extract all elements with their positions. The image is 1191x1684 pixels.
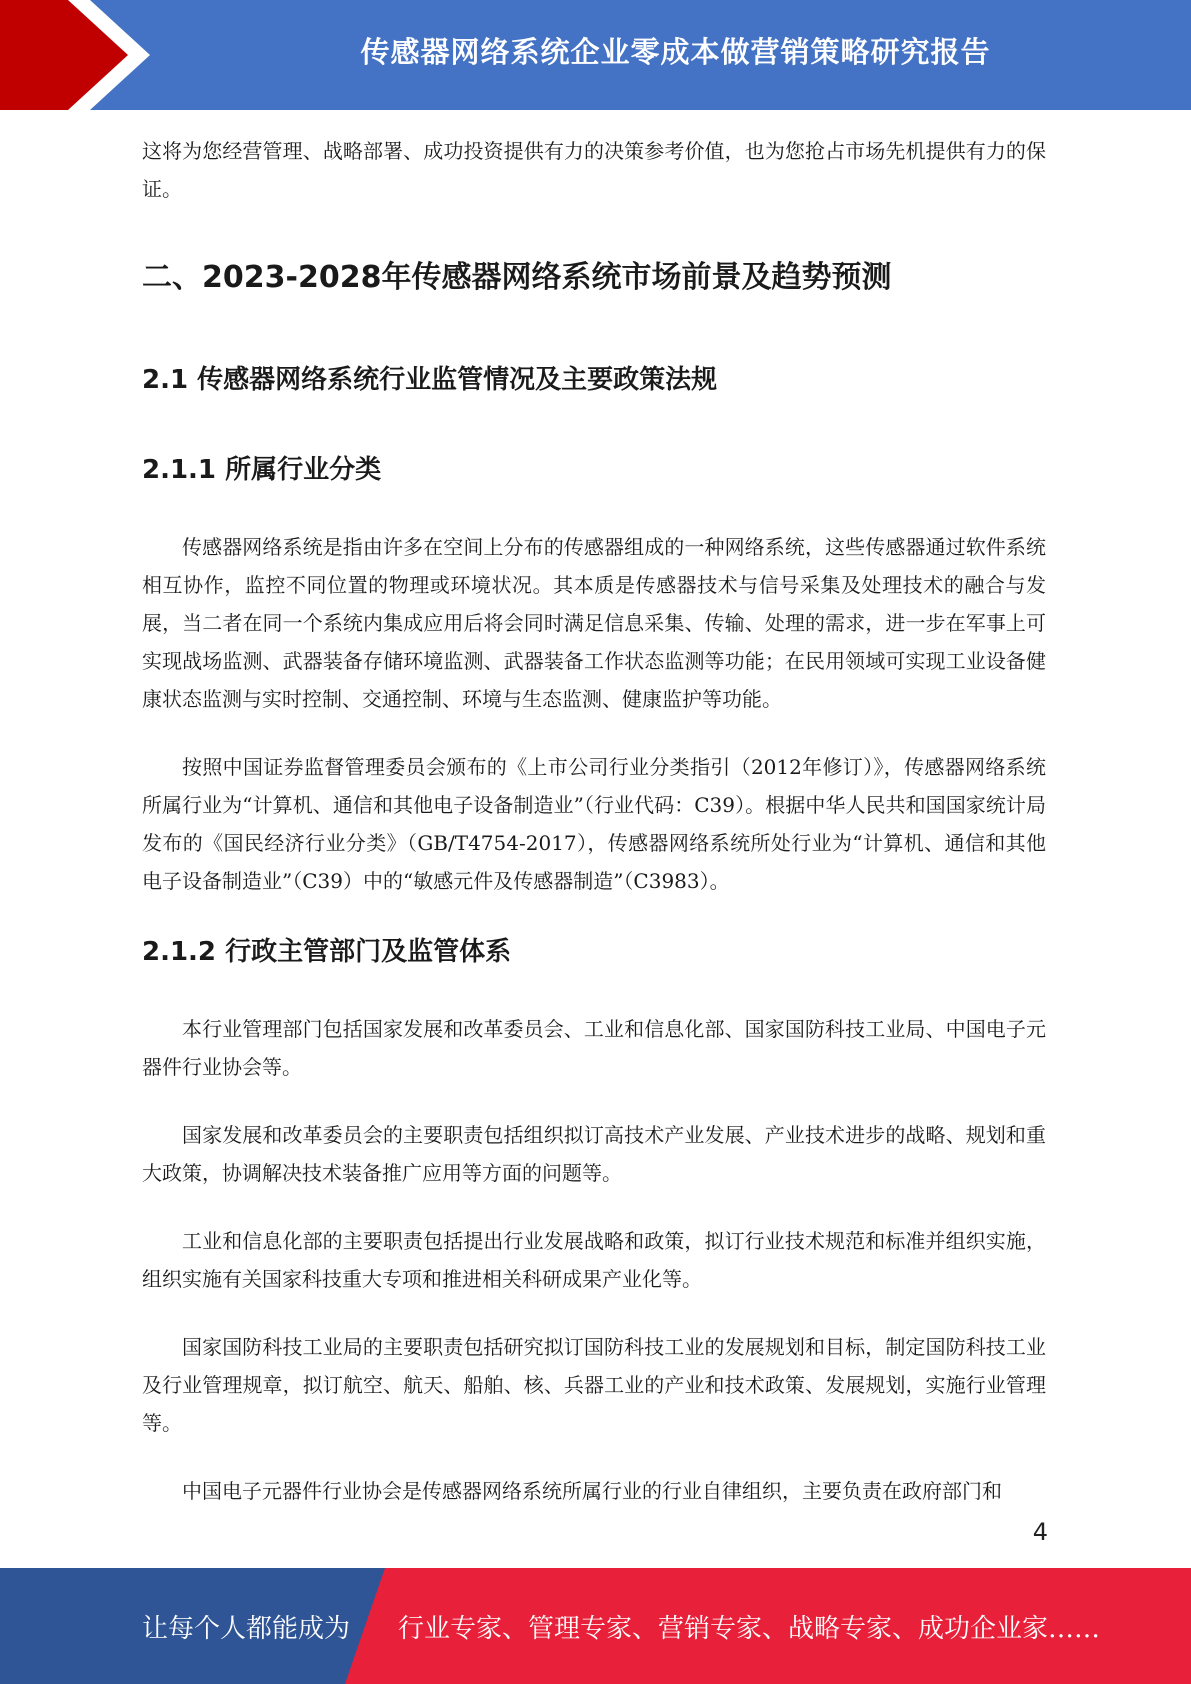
sub2-paragraph: 中国电子元器件行业协会是传感器网络系统所属行业的行业自律组织，主要负责在政府部门和 <box>182 1479 1002 1503</box>
sub2-paragraph: 国家发展和改革委员会的主要职责包括组织拟订高技术产业发展、产业技术进步的战略、规划和重大政策，协调解决技术装备推广应用等方面的问题等。 <box>142 1123 1046 1185</box>
report-title: 传感器网络系统企业零成本做营销策略研究报告 <box>360 34 991 69</box>
footer-slogan-left: 让每个人都能成为 <box>142 1613 351 1644</box>
sub2-paragraph: 国家国防科技工业局的主要职责包括研究拟订国防科技工业的发展规划和目标，制定国防科技工业及行业管理规章，拟订航空、航天、船舶、核、兵器工业的产业和技术政策、发展规划，实施行业管理等。 <box>142 1335 1046 1435</box>
page-content <box>142 132 1046 1510</box>
section-title: 二、2023-2028年传感器网络系统市场前景及趋势预测 <box>142 260 892 295</box>
page-number: 4 <box>1032 1518 1048 1546</box>
sub2-title: 2.1.2 行政主管部门及监管体系 <box>142 937 512 967</box>
page-footer <box>0 1568 1191 1684</box>
subsection-title: 2.1 传感器网络系统行业监管情况及主要政策法规 <box>142 365 718 395</box>
sub1-paragraph: 按照中国证券监督管理委员会颁布的《上市公司行业分类指引（2012年修订）》，传感器网络系统所属行业为“计算机、通信和其他电子设备制造业”（行业代码：C39）。根据中华人民共和国国家统计局发布的《国民经济行业分类》（GB/T4754-2017），传感器网络系统所处行业为“计算机、通信和其他电子设备制造业”（C39）中的“敏感元件及传感器制造”（C3983）。 <box>142 755 1046 893</box>
page-header <box>0 0 1191 110</box>
sub1-title: 2.1.1 所属行业分类 <box>142 455 382 485</box>
sub2-paragraph: 工业和信息化部的主要职责包括提出行业发展战略和政策，拟订行业技术规范和标准并组织实施，组织实施有关国家科技重大专项和推进相关科研成果产业化等。 <box>142 1229 1046 1291</box>
footer-slogan-right: 行业专家、管理专家、营销专家、战略专家、成功企业家…… <box>398 1613 1101 1644</box>
intro-paragraph: 这将为您经营管理、战略部署、成功投资提供有力的决策参考价值，也为您抢占市场先机提供有力的保证。 <box>142 139 1046 201</box>
sub2-paragraph: 本行业管理部门包括国家发展和改革委员会、工业和信息化部、国家国防科技工业局、中国电子元器件行业协会等。 <box>142 1017 1046 1079</box>
sub1-paragraph: 传感器网络系统是指由许多在空间上分布的传感器组成的一种网络系统，这些传感器通过软件系统相互协作，监控不同位置的物理或环境状况。其本质是传感器技术与信号采集及处理技术的融合与发展，当二者在同一个系统内集成应用后将会同时满足信息采集、传输、处理的需求，进一步在军事上可实现战场监测、武器装备存储环境监测、武器装备工作状态监测等功能；在民用领域可实现工业设备健康状态监测与实时控制、交通控制、环境与生态监测、健康监护等功能。 <box>142 535 1046 711</box>
chevron-logo-icon <box>0 0 160 110</box>
